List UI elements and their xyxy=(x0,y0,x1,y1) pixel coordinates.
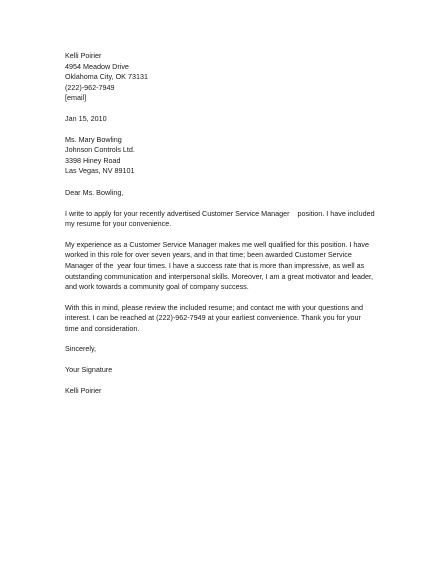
recipient-name: Ms. Mary Bowling xyxy=(65,134,122,144)
recipient-address xyxy=(65,135,375,177)
signer-name: Kelli Poirier xyxy=(65,385,102,395)
signature-block xyxy=(65,365,375,376)
signature-placeholder: Your Signature xyxy=(65,365,113,375)
recipient-street: 3398 Hiney Road xyxy=(65,155,121,165)
salutation-block xyxy=(65,188,375,199)
paragraph-line: and work towards a community goal of company success. xyxy=(65,282,249,292)
paragraph-line: worked in this role for over seven years, and in that time; been awarded Customer Service xyxy=(65,250,352,260)
paragraph-line: My experience as a Customer Service Manager makes me well qualified for this position. I have xyxy=(65,239,370,249)
signer-block xyxy=(65,386,375,397)
letter-date-block xyxy=(65,114,375,125)
paragraph-experience xyxy=(65,240,375,293)
sender-name: Kelli Poirier xyxy=(65,51,102,60)
paragraph-line: interest. I can be reached at (222)-962-7949 at your earliest convenience. Thank you for your xyxy=(65,313,361,323)
paragraph-line: my resume for your convenience. xyxy=(65,219,172,229)
paragraph-closing xyxy=(65,303,375,335)
recipient-company: Johnson Controls Ltd. xyxy=(65,145,135,155)
sender-email: [email] xyxy=(65,93,87,103)
valediction-block xyxy=(65,344,375,355)
letter-date: Jan 15, 2010 xyxy=(65,113,107,123)
sender-phone: (222)-962-7949 xyxy=(65,82,115,92)
paragraph-line: Manager of the year four times. I have a success rate that is more than impressive, as well as xyxy=(65,260,365,270)
paragraph-line: time and consideration. xyxy=(65,323,140,333)
sender-street: 4954 Meadow Drive xyxy=(65,61,129,71)
paragraph-intro xyxy=(65,209,375,230)
salutation: Dear Ms. Bowling, xyxy=(65,187,124,197)
cover-letter xyxy=(65,51,375,396)
valediction: Sincerely, xyxy=(65,344,97,354)
paragraph-line: I write to apply for your recently advertised Customer Service Manager position. I have included xyxy=(65,208,375,218)
paragraph-line: With this in mind, please review the included resume; and contact me with your questions and xyxy=(65,302,364,312)
sender-city-state-zip: Oklahoma City, OK 73131 xyxy=(65,72,148,82)
sender-address xyxy=(65,51,375,104)
recipient-city-state-zip: Las Vegas, NV 89101 xyxy=(65,166,135,176)
paragraph-line: outstanding communication and interpersonal skills. Moreover, I am a great motivator and leader, xyxy=(65,271,374,281)
